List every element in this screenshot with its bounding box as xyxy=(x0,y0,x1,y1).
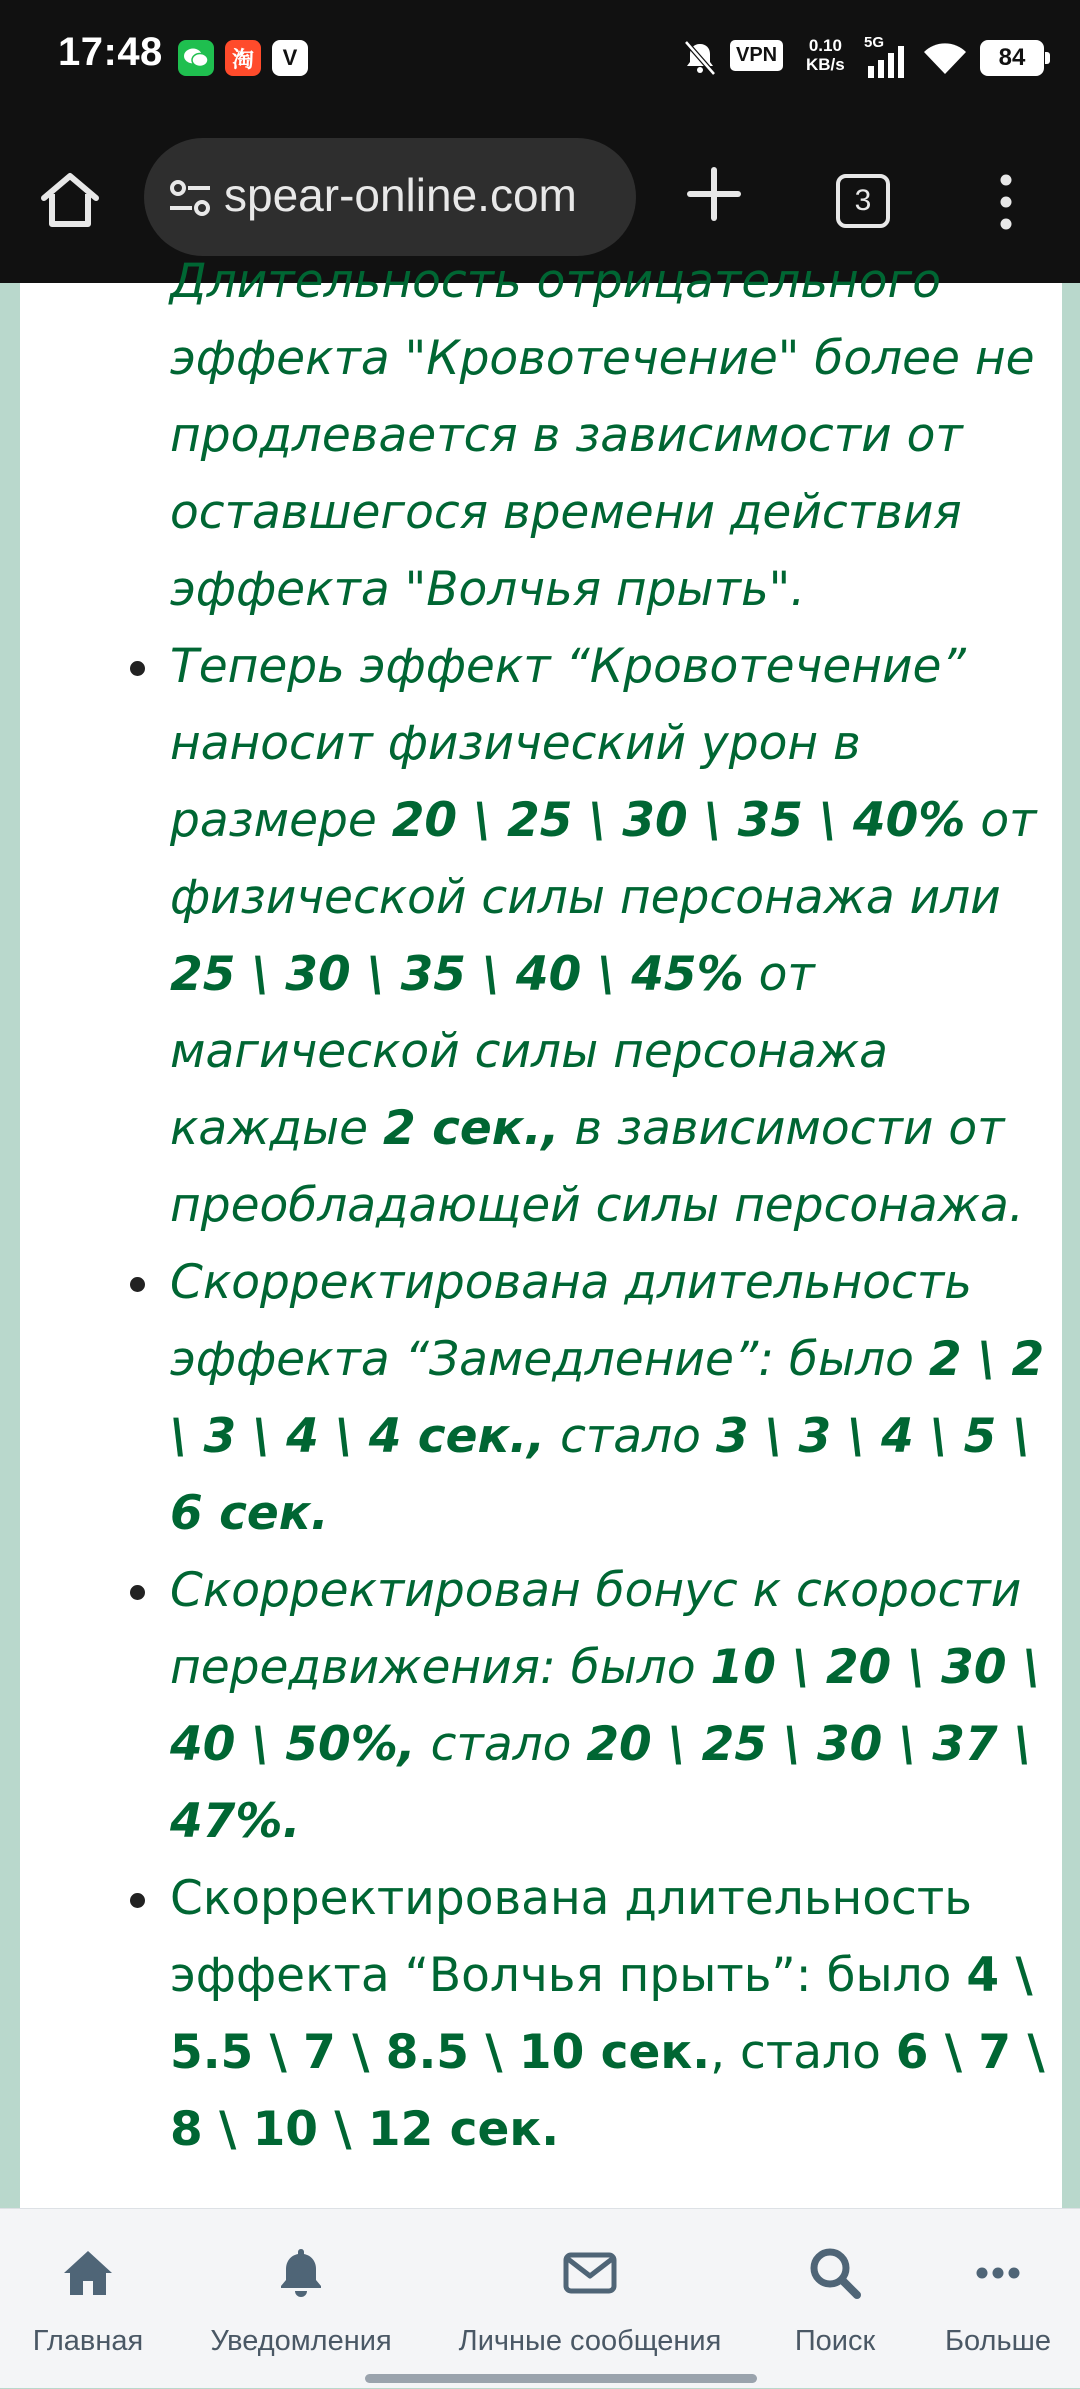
list-item xyxy=(20,243,1062,628)
text-run: стало xyxy=(415,1717,587,1772)
nav-more-label: Больше xyxy=(945,2325,1051,2357)
search-icon xyxy=(807,2245,863,2301)
nav-home-label: Главная xyxy=(32,2325,144,2357)
url-text: spear-online.com xyxy=(224,169,577,221)
bell-icon xyxy=(273,2245,329,2301)
nav-messages[interactable] xyxy=(448,2209,732,2389)
bold-value: 6 \ 7 \ 8 \ 10 \ 12 сек. xyxy=(170,2025,1045,2157)
list-item xyxy=(20,1244,1062,1552)
address-bar[interactable] xyxy=(144,138,636,256)
status-time: 17:48 xyxy=(58,30,163,74)
tab-switcher-button[interactable]: 3 xyxy=(836,174,890,228)
bold-value: 20 \ 25 \ 30 \ 37 \ 47%. xyxy=(170,1717,1032,1849)
list-item xyxy=(20,628,1062,1244)
changes-list xyxy=(20,243,1062,2168)
battery-icon: 84 xyxy=(980,40,1044,76)
list-item xyxy=(20,1552,1062,1860)
text-run: в зависимости от преобладающей силы персонажа. xyxy=(170,1101,1024,1233)
bell-off-icon xyxy=(680,38,720,78)
home-icon xyxy=(60,2245,116,2301)
text-run: от магической силы персонажа каждые xyxy=(170,947,888,1156)
network-speed-unit: KB/s xyxy=(806,55,845,74)
text-run: от физической силы персонажа или xyxy=(170,793,1037,925)
bold-value: 2 сек., xyxy=(383,1101,560,1156)
text-run: Скорректирована длительность эффекта “Волчья прыть”: было xyxy=(170,1871,972,2003)
text-run: стало xyxy=(545,1409,716,1464)
text-run: Скорректирована длительность эффекта “Замедление”: было xyxy=(170,1255,972,1387)
status-indicators xyxy=(650,0,1080,118)
network-type: 5G xyxy=(864,34,885,51)
nav-notifications[interactable] xyxy=(196,2209,406,2389)
more-options-icon[interactable] xyxy=(990,170,1022,234)
status-bar xyxy=(0,0,1080,118)
list-item xyxy=(20,1860,1062,2168)
nav-notifications-label: Уведомления xyxy=(210,2325,392,2357)
wifi-icon xyxy=(920,38,970,78)
gesture-bar xyxy=(365,2374,757,2383)
envelope-icon xyxy=(562,2245,618,2301)
text-run: Длительность отрицательного эффекта "Кровотечение" более не продлевается в зависимости от оставшегося времени действия эффекта "Волчья прыть". xyxy=(170,254,1035,617)
nav-home[interactable] xyxy=(18,2209,158,2389)
bottom-navigation xyxy=(0,2208,1080,2388)
vpn-badge: VPN xyxy=(730,40,783,71)
network-speed-value: 0.10 xyxy=(808,36,842,55)
bold-value: 10 \ 20 \ 30 \ 40 \ 50%, xyxy=(170,1640,1041,1772)
text-run: Теперь эффект “Кровотечение” наносит физический урон в размере xyxy=(170,639,966,848)
wechat-icon xyxy=(178,40,214,76)
site-settings-icon[interactable] xyxy=(166,174,214,222)
bold-value: 4 \ 5.5 \ 7 \ 8.5 \ 10 сек. xyxy=(170,1948,1033,2080)
taobao-icon: 淘 xyxy=(225,40,261,76)
v-app-icon: V xyxy=(272,40,308,76)
nav-search-label: Поиск xyxy=(794,2325,876,2357)
bold-value: 2 \ 2 \ 3 \ 4 \ 4 сек., xyxy=(170,1332,1045,1464)
new-tab-icon[interactable] xyxy=(684,164,744,224)
signal-5g-icon xyxy=(864,36,910,80)
article-content xyxy=(20,254,1062,2208)
text-run: , стало xyxy=(710,2025,896,2080)
network-speed xyxy=(806,36,845,74)
text-run: Скорректирован бонус к скорости передвижения: было xyxy=(170,1563,1022,1695)
nav-messages-label: Личные сообщения xyxy=(458,2325,722,2357)
more-icon xyxy=(970,2245,1026,2301)
browser-home-icon[interactable] xyxy=(36,166,104,234)
bold-value: 25 \ 30 \ 35 \ 40 \ 45% xyxy=(170,947,744,1002)
nav-more[interactable] xyxy=(928,2209,1068,2389)
nav-search[interactable] xyxy=(770,2209,900,2389)
bold-value: 3 \ 3 \ 4 \ 5 \ 6 сек. xyxy=(170,1409,1030,1541)
bold-value: 20 \ 25 \ 30 \ 35 \ 40% xyxy=(391,793,966,848)
